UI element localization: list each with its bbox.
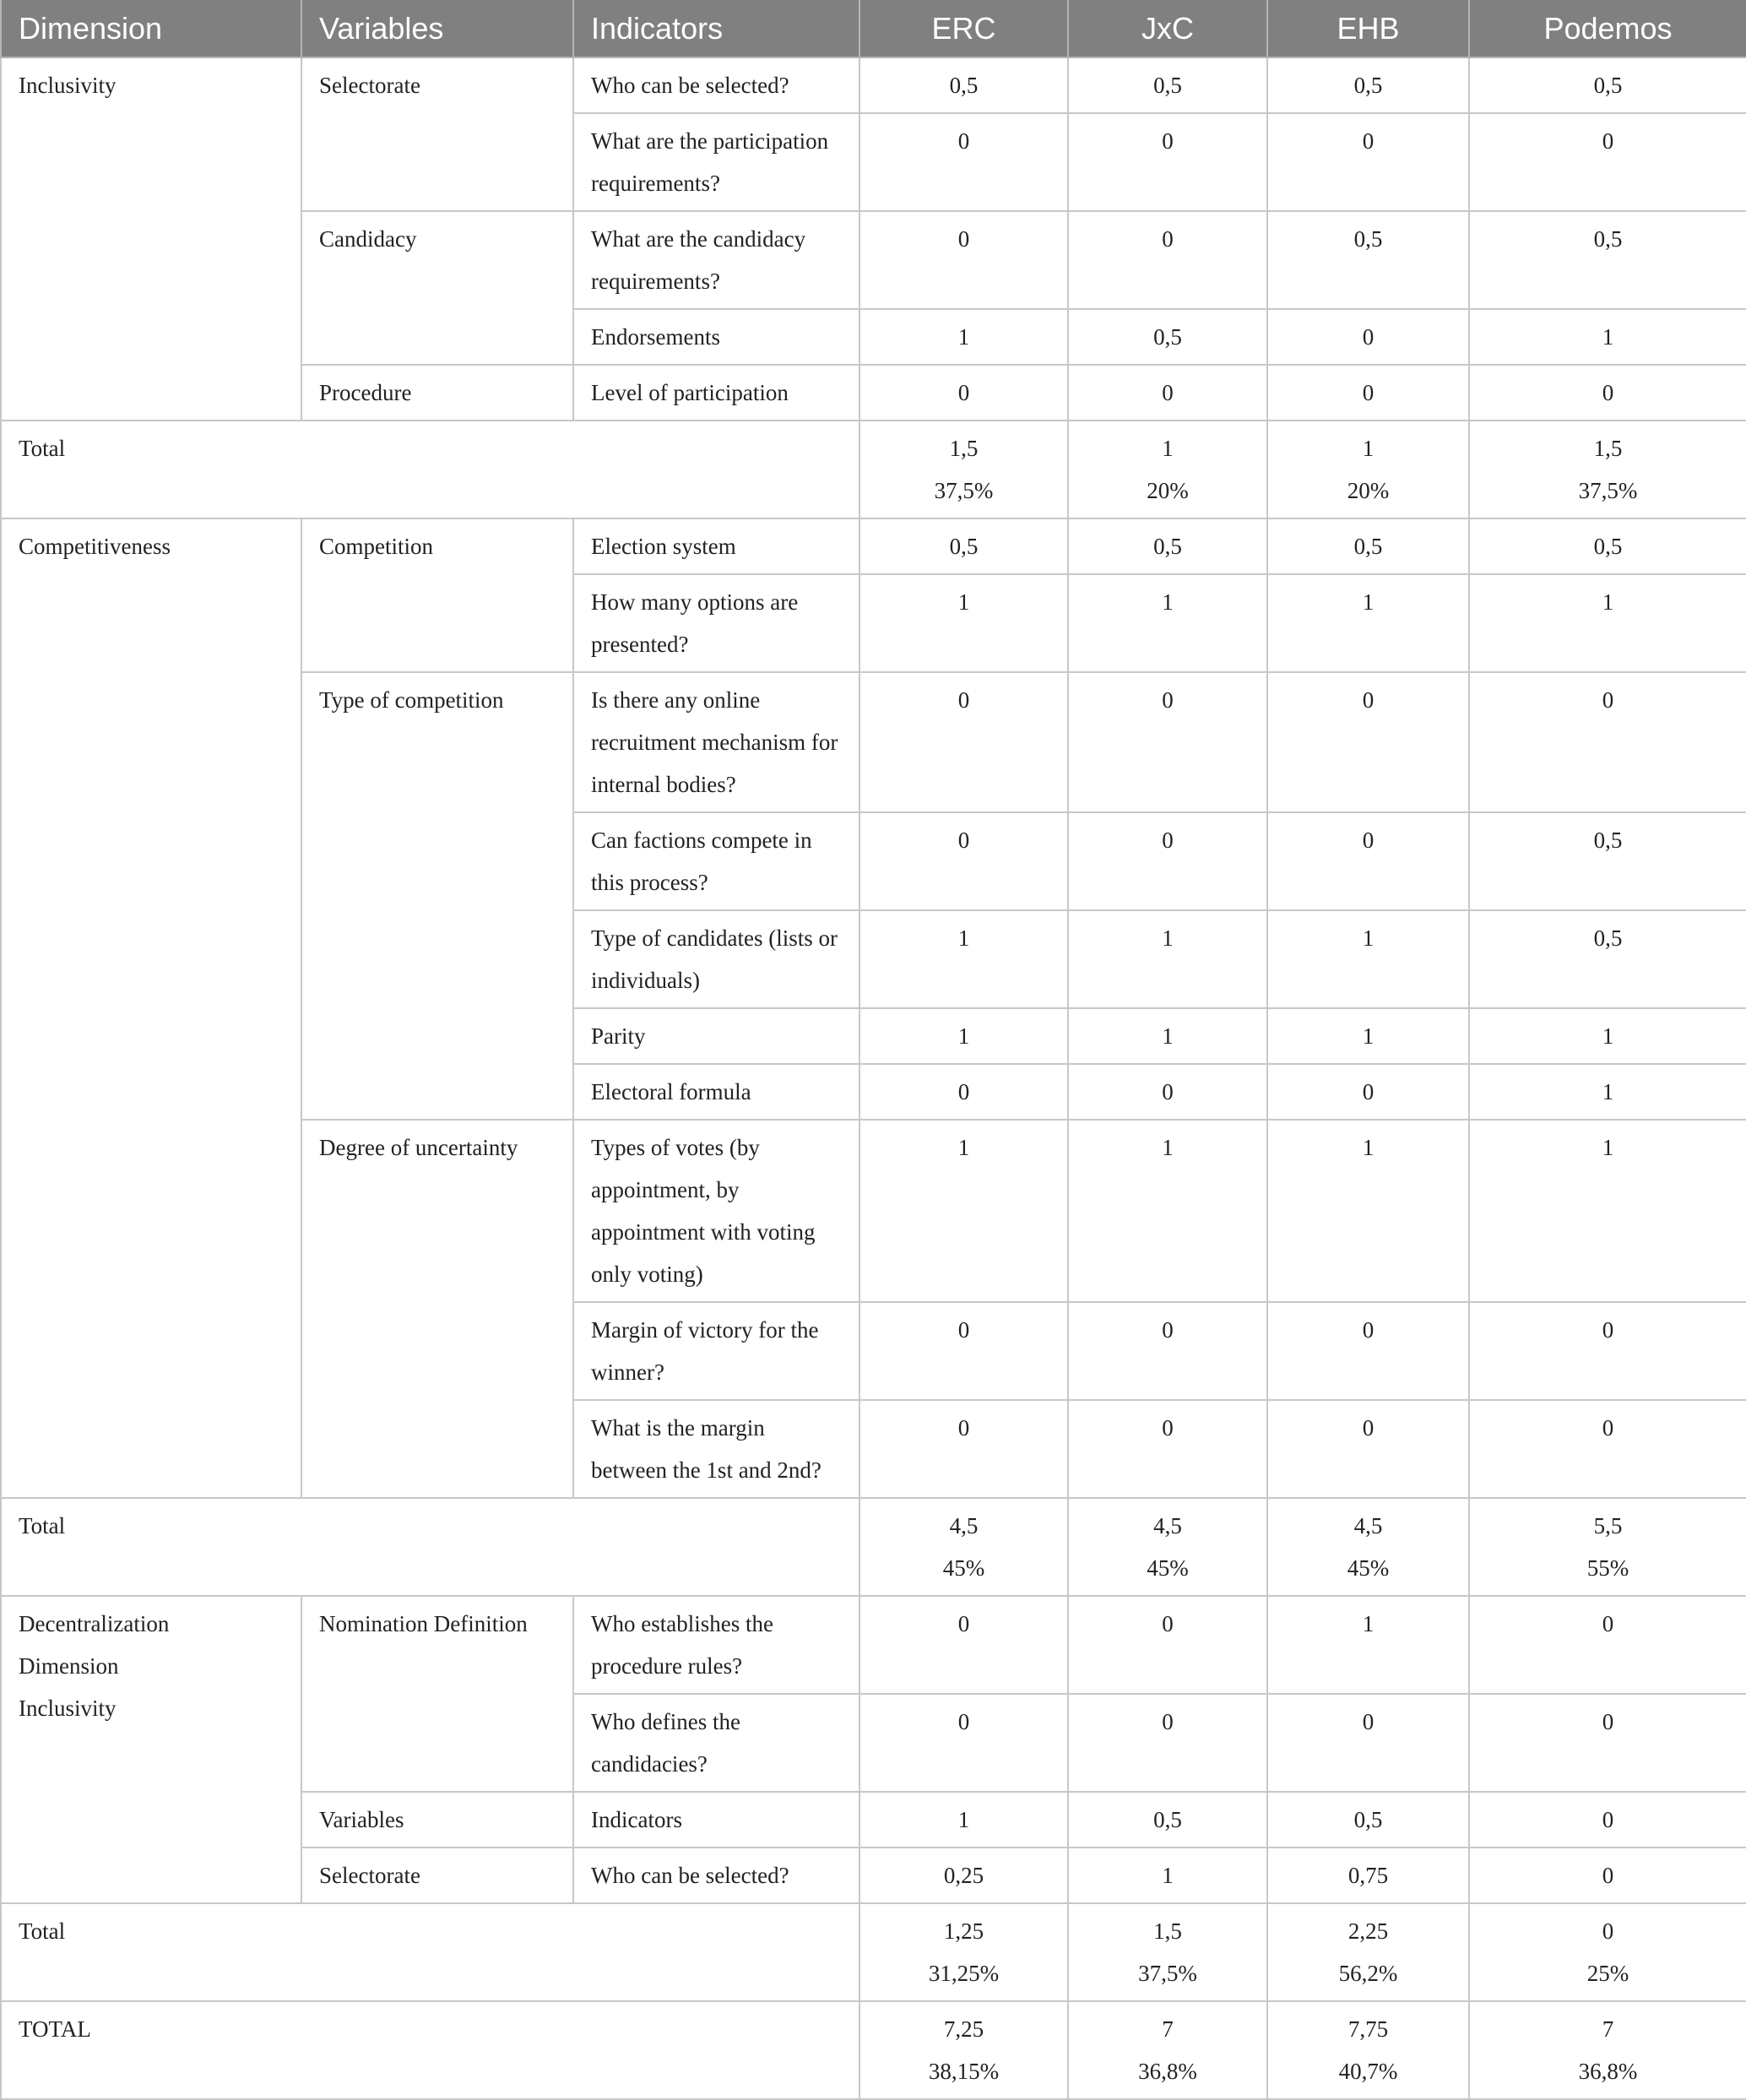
total-value: 7,25: [943, 2016, 984, 2042]
indicator-cell: Who defines the candidacies?: [573, 1694, 859, 1792]
jxc-value: 1: [1068, 1008, 1267, 1064]
total-value: 5,5: [1593, 1513, 1623, 1538]
ehb-value: 1: [1267, 574, 1469, 672]
ehb-value: 0: [1267, 1064, 1469, 1120]
variable-cell: Selectorate: [301, 1848, 573, 1903]
jxc-value: 0: [1068, 365, 1267, 421]
indicator-cell: What is the margin between the 1st and 2nd?: [573, 1400, 859, 1498]
erc-value: 1: [859, 574, 1068, 672]
total-row: [1, 1498, 1746, 1596]
erc-value: 0,5: [859, 57, 1068, 113]
podemos-value: 1: [1469, 1064, 1746, 1120]
jxc-value: 0: [1068, 211, 1267, 309]
dimension-cell: Competitiveness: [1, 518, 301, 1498]
erc-value: 1: [859, 1008, 1068, 1064]
podemos-value: 1: [1469, 1008, 1746, 1064]
ehb-value: 0: [1267, 1694, 1469, 1792]
ehb-total: [1267, 1498, 1469, 1596]
erc-total: [859, 1903, 1068, 2001]
total-percent: 20%: [1147, 478, 1189, 503]
indicator-cell: Margin of victory for the winner?: [573, 1302, 859, 1400]
ehb-value: 0,5: [1267, 518, 1469, 574]
podemos-value: 1: [1469, 309, 1746, 365]
podemos-value: 0,5: [1469, 518, 1746, 574]
jxc-value: 1: [1068, 1120, 1267, 1302]
podemos-value: 1: [1469, 1120, 1746, 1302]
total-row: [1, 1903, 1746, 2001]
jxc-value: 0,5: [1068, 309, 1267, 365]
jxc-value: 1: [1068, 910, 1267, 1008]
total-percent: 31,25%: [928, 1961, 1000, 1986]
header-jxc: JxC: [1068, 0, 1267, 57]
ehb-value: 0,75: [1267, 1848, 1469, 1903]
podemos-value: 0: [1469, 1596, 1746, 1694]
podemos-total: [1469, 1903, 1746, 2001]
ehb-value: 0: [1267, 113, 1469, 211]
variable-cell: Competition: [301, 518, 573, 672]
ehb-value: 0: [1267, 1302, 1469, 1400]
variable-cell: Candidacy: [301, 211, 573, 365]
total-value: 1,5: [1153, 1918, 1182, 1944]
podemos-value: 0: [1469, 1694, 1746, 1792]
ehb-value: 0,5: [1267, 57, 1469, 113]
ehb-value: 0,5: [1267, 1792, 1469, 1848]
header-indicators: Indicators: [573, 0, 859, 57]
jxc-value: 0: [1068, 672, 1267, 812]
ehb-value: 1: [1267, 1008, 1469, 1064]
erc-value: 0,25: [859, 1848, 1068, 1903]
table-row: [1, 1596, 1746, 1694]
variable-cell: Procedure: [301, 365, 573, 421]
variable-cell: Type of competition: [301, 672, 573, 1120]
dimension-cell: [1, 1596, 301, 1903]
total-percent: 45%: [1147, 1555, 1189, 1581]
erc-total: [859, 421, 1068, 518]
grand-total-label: TOTAL: [1, 2001, 859, 2099]
header-ehb: EHB: [1267, 0, 1469, 57]
jxc-total: [1068, 1903, 1267, 2001]
jxc-total: [1068, 1498, 1267, 1596]
podemos-grand-total: [1469, 2001, 1746, 2099]
total-percent: 37,5%: [1138, 1961, 1197, 1986]
podemos-total: [1469, 1498, 1746, 1596]
jxc-value: 0: [1068, 812, 1267, 910]
ehb-value: 0,5: [1267, 211, 1469, 309]
dimension-line: Dimension: [19, 1653, 119, 1679]
ehb-value: 0: [1267, 1400, 1469, 1498]
ehb-total: [1267, 1903, 1469, 2001]
indicator-cell: How many options are presented?: [573, 574, 859, 672]
indicator-cell: Who establishes the procedure rules?: [573, 1596, 859, 1694]
table-row: [1, 518, 1746, 574]
variable-cell: Nomination Definition: [301, 1596, 573, 1792]
total-percent: 56,2%: [1338, 1961, 1398, 1986]
ehb-grand-total: [1267, 2001, 1469, 2099]
ehb-value: 0: [1267, 672, 1469, 812]
jxc-value: 1: [1068, 574, 1267, 672]
indicator-cell: Level of participation: [573, 365, 859, 421]
dimension-line: Inclusivity: [19, 1696, 117, 1721]
indicator-cell: Election system: [573, 518, 859, 574]
erc-value: 1: [859, 309, 1068, 365]
erc-value: 1: [859, 1120, 1068, 1302]
jxc-value: 0,5: [1068, 518, 1267, 574]
erc-value: 0: [859, 812, 1068, 910]
jxc-grand-total: [1068, 2001, 1267, 2099]
erc-value: 1: [859, 910, 1068, 1008]
podemos-value: 0: [1469, 365, 1746, 421]
ehb-value: 0: [1267, 309, 1469, 365]
erc-value: 0: [859, 1694, 1068, 1792]
ehb-value: 1: [1267, 910, 1469, 1008]
jxc-total: [1068, 421, 1267, 518]
header-variables: Variables: [301, 0, 573, 57]
erc-value: 0: [859, 1596, 1068, 1694]
podemos-value: 0,5: [1469, 57, 1746, 113]
jxc-value: 0,5: [1068, 1792, 1267, 1848]
header-dimension: Dimension: [1, 0, 301, 57]
total-value: 1,5: [1593, 436, 1623, 461]
total-value: 0: [1602, 1918, 1614, 1944]
podemos-value: 0,5: [1469, 211, 1746, 309]
header-podemos: Podemos: [1469, 0, 1746, 57]
total-percent: 36,8%: [1578, 2059, 1638, 2084]
podemos-value: 0: [1469, 1302, 1746, 1400]
ehb-value: 1: [1267, 1596, 1469, 1694]
header-erc: ERC: [859, 0, 1068, 57]
dimension-line: Decentralization: [19, 1611, 170, 1636]
total-value: 1: [1162, 436, 1174, 461]
podemos-value: 0: [1469, 113, 1746, 211]
total-percent: 20%: [1347, 478, 1390, 503]
total-value: 4,5: [1153, 1513, 1182, 1538]
total-percent: 45%: [942, 1555, 985, 1581]
ehb-value: 0: [1267, 365, 1469, 421]
erc-value: 0: [859, 672, 1068, 812]
indicator-cell: Is there any online recruitment mechanism for internal bodies?: [573, 672, 859, 812]
ehb-value: 0: [1267, 812, 1469, 910]
total-value: 7: [1602, 2016, 1614, 2042]
erc-value: 0: [859, 1400, 1068, 1498]
total-value: 2,25: [1347, 1918, 1389, 1944]
variable-cell: Variables: [301, 1792, 573, 1848]
total-percent: 40,7%: [1338, 2059, 1398, 2084]
total-value: 4,5: [1353, 1513, 1383, 1538]
erc-value: 0: [859, 1302, 1068, 1400]
indicator-cell: Endorsements: [573, 309, 859, 365]
jxc-value: 0: [1068, 113, 1267, 211]
indicator-cell: Can factions compete in this process?: [573, 812, 859, 910]
header-row: [1, 0, 1746, 57]
indicator-cell: What are the participation requirements?: [573, 113, 859, 211]
erc-value: 0: [859, 365, 1068, 421]
grand-total-row: [1, 2001, 1746, 2099]
total-value: 1,25: [943, 1918, 984, 1944]
total-label: Total: [1, 1903, 859, 2001]
total-percent: 37,5%: [934, 478, 994, 503]
indicator-cell: Who can be selected?: [573, 1848, 859, 1903]
indicator-cell: Indicators: [573, 1792, 859, 1848]
podemos-value: 0: [1469, 1792, 1746, 1848]
total-row: [1, 421, 1746, 518]
total-percent: 45%: [1347, 1555, 1390, 1581]
indicator-cell: Type of candidates (lists or individuals): [573, 910, 859, 1008]
erc-value: 0: [859, 1064, 1068, 1120]
podemos-total: [1469, 421, 1746, 518]
jxc-value: 0: [1068, 1694, 1267, 1792]
erc-value: 0: [859, 211, 1068, 309]
total-percent: 38,15%: [928, 2059, 1000, 2084]
total-percent: 25%: [1586, 1961, 1629, 1986]
podemos-value: 1: [1469, 574, 1746, 672]
jxc-value: 0,5: [1068, 57, 1267, 113]
variable-cell: Selectorate: [301, 57, 573, 211]
total-value: 1,5: [949, 436, 979, 461]
total-percent: 55%: [1586, 1555, 1629, 1581]
erc-value: 0,5: [859, 518, 1068, 574]
total-value: 7: [1162, 2016, 1174, 2042]
jxc-value: 0: [1068, 1596, 1267, 1694]
ehb-total: [1267, 421, 1469, 518]
total-percent: 37,5%: [1578, 478, 1638, 503]
total-value: 1: [1362, 436, 1375, 461]
indicator-cell: Parity: [573, 1008, 859, 1064]
podemos-value: 0,5: [1469, 812, 1746, 910]
indicator-cell: Types of votes (by appointment, by appointment with voting only voting): [573, 1120, 859, 1302]
erc-value: 0: [859, 113, 1068, 211]
table-row: [1, 57, 1746, 113]
ehb-value: 1: [1267, 1120, 1469, 1302]
variable-cell: Degree of uncertainty: [301, 1120, 573, 1498]
erc-total: [859, 1498, 1068, 1596]
podemos-value: 0: [1469, 1400, 1746, 1498]
podemos-value: 0: [1469, 1848, 1746, 1903]
jxc-value: 1: [1068, 1848, 1267, 1903]
total-value: 4,5: [949, 1513, 979, 1538]
jxc-value: 0: [1068, 1302, 1267, 1400]
erc-grand-total: [859, 2001, 1068, 2099]
indicator-cell: Electoral formula: [573, 1064, 859, 1120]
total-label: Total: [1, 1498, 859, 1596]
total-label: Total: [1, 421, 859, 518]
indicator-cell: What are the candidacy requirements?: [573, 211, 859, 309]
erc-value: 1: [859, 1792, 1068, 1848]
jxc-value: 0: [1068, 1064, 1267, 1120]
dimension-cell: Inclusivity: [1, 57, 301, 421]
podemos-value: 0: [1469, 672, 1746, 812]
jxc-value: 0: [1068, 1400, 1267, 1498]
total-percent: 36,8%: [1138, 2059, 1197, 2084]
podemos-value: 0,5: [1469, 910, 1746, 1008]
total-value: 7,75: [1347, 2016, 1389, 2042]
indicator-cell: Who can be selected?: [573, 57, 859, 113]
